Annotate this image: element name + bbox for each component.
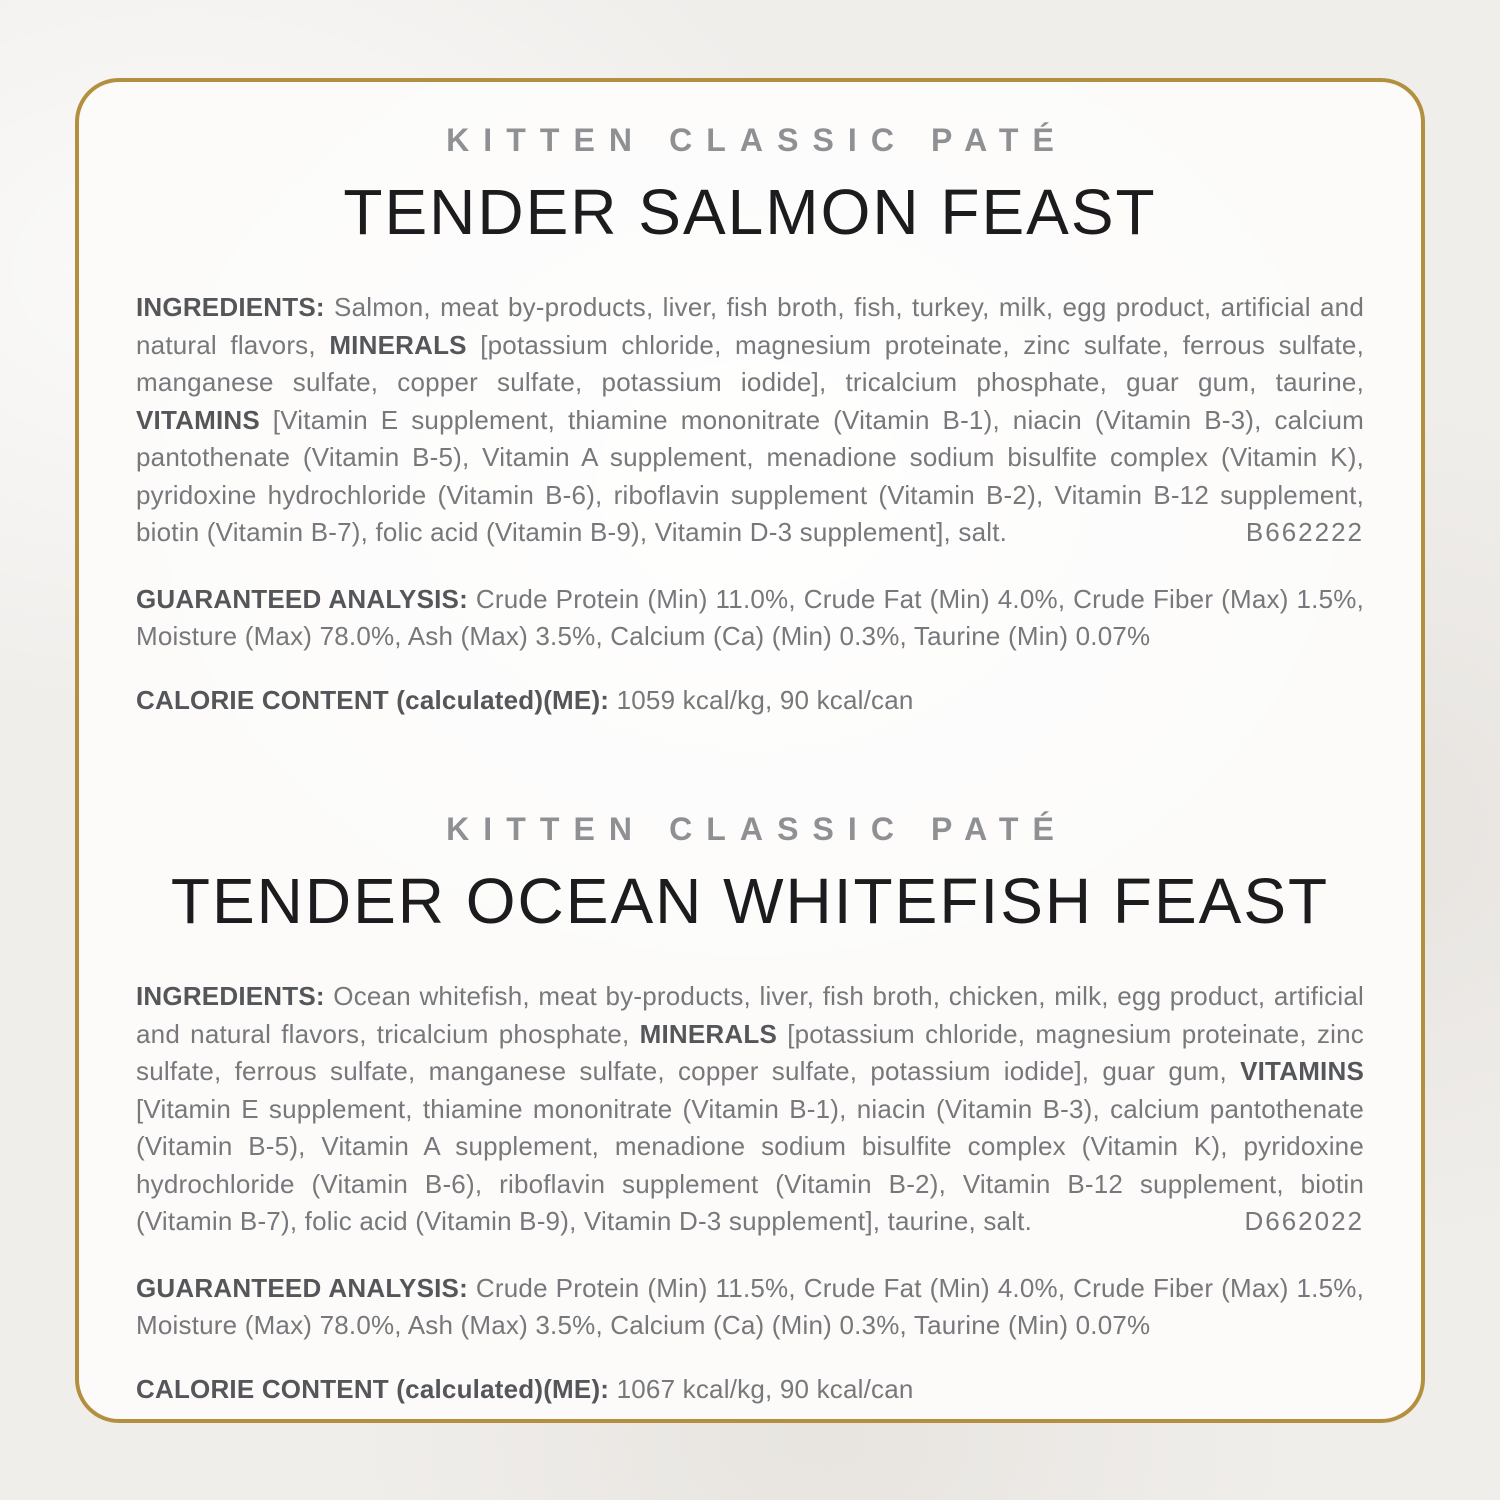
- vitamins-label: VITAMINS: [136, 404, 260, 435]
- product-subtitle: KITTEN CLASSIC PATÉ: [446, 811, 1068, 847]
- calorie-content-text: 1067 kcal/kg, 90 kcal/can: [609, 1373, 914, 1404]
- ingredients-text-2: [potassium chloride, magnesium proteinate, zinc sulfate, ferrous sulfate, manganese sulfate, copper sulfate, potassium iodide], tricalcium phosphate, guar gum, taurine,: [136, 329, 1364, 397]
- guaranteed-analysis-paragraph: [136, 1270, 1364, 1345]
- minerals-label: MINERALS: [639, 1018, 778, 1049]
- ingredients-text-2: [potassium chloride, magnesium proteinate, zinc sulfate, ferrous sulfate, manganese sulfate, copper sulfate, potassium iodide], guar gum,: [136, 1018, 1364, 1086]
- guaranteed-analysis-text: Crude Protein (Min) 11.5%, Crude Fat (Min) 4.0%, Crude Fiber (Max) 1.5%, Moisture (Max) 78.0%, Ash (Max) 3.5%, Calcium (Ca) (Min) 0.3%, Taurine (Min) 0.07%: [136, 1272, 1364, 1340]
- calorie-content-text: 1059 kcal/kg, 90 kcal/can: [609, 684, 914, 715]
- guaranteed-analysis-text: Crude Protein (Min) 11.0%, Crude Fat (Min) 4.0%, Crude Fiber (Max) 1.5%, Moisture (Max) 78.0%, Ash (Max) 3.5%, Calcium (Ca) (Min) 0.3%, Taurine (Min) 0.07%: [136, 583, 1364, 651]
- calorie-content-label: CALORIE CONTENT (calculated)(ME):: [136, 1373, 610, 1404]
- section-divider-space: [136, 719, 1364, 811]
- guaranteed-analysis-label: GUARANTEED ANALYSIS:: [136, 1272, 468, 1303]
- ingredients-text-1: Ocean whitefish, meat by-products, liver, fish broth, chicken, milk, egg product, artificial and natural flavors, tricalcium phosphate,: [136, 981, 1364, 1049]
- product-title: TENDER OCEAN WHITEFISH FEAST: [170, 865, 1330, 937]
- calorie-content-paragraph: [136, 1371, 1364, 1409]
- batch-code: D662022: [1244, 1206, 1364, 1236]
- ingredients-text-3: [Vitamin E supplement, thiamine mononitrate (Vitamin B-1), niacin (Vitamin B-3), calcium pantothenate (Vitamin B-5), Vitamin A supplement, menadione sodium bisulfite complex (Vitamin K), pyridoxine hydrochloride (Vitamin B-6), riboflavin supplement (Vitamin B-2), Vitamin B-12 supplement, biotin (Vitamin B-7), folic acid (Vitamin B-9), Vitamin D-3 supplement], salt.: [136, 404, 1364, 547]
- ingredients-label: INGREDIENTS:: [136, 292, 325, 322]
- minerals-label: MINERALS: [329, 329, 467, 360]
- product-subtitle: KITTEN CLASSIC PATÉ: [446, 122, 1068, 158]
- calorie-content-label: CALORIE CONTENT (calculated)(ME):: [136, 684, 610, 715]
- ingredients-paragraph: [136, 289, 1364, 552]
- product-section-whitefish: [136, 811, 1364, 1408]
- guaranteed-analysis-paragraph: [136, 581, 1364, 656]
- ingredients-paragraph: [136, 978, 1364, 1241]
- ingredients-text-3: [Vitamin E supplement, thiamine mononitrate (Vitamin B-1), niacin (Vitamin B-3), calcium pantothenate (Vitamin B-5), Vitamin A supplement, menadione sodium bisulfite complex (Vitamin K), pyridoxine hydrochloride (Vitamin B-6), riboflavin supplement (Vitamin B-2), Vitamin B-12 supplement, biotin (Vitamin B-7), folic acid (Vitamin B-9), Vitamin D-3 supplement], taurine, salt.: [136, 1093, 1364, 1236]
- batch-code: B662222: [1245, 517, 1364, 547]
- label-card: [75, 78, 1425, 1423]
- guaranteed-analysis-label: GUARANTEED ANALYSIS:: [136, 583, 468, 614]
- product-title: TENDER SALMON FEAST: [343, 176, 1157, 248]
- ingredients-text-1: Salmon, meat by-products, liver, fish broth, fish, turkey, milk, egg product, artificial and natural flavors,: [136, 292, 1364, 360]
- product-section-salmon: [136, 122, 1364, 719]
- ingredients-label: INGREDIENTS:: [136, 981, 325, 1011]
- vitamins-label: VITAMINS: [1240, 1056, 1364, 1086]
- calorie-content-paragraph: [136, 682, 1364, 720]
